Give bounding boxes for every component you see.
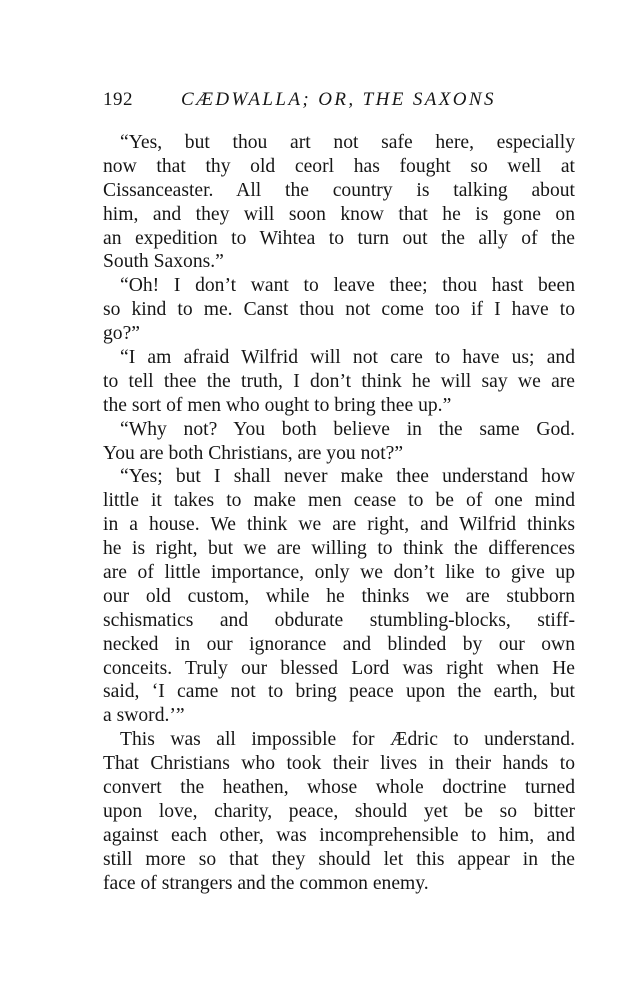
text-line: still more so that they should let this appear in the (103, 848, 575, 870)
text-line: now that thy old ceorl has fought so well at (103, 155, 575, 177)
text-line: “Oh! I don’t want to leave thee; thou hast been (120, 275, 575, 297)
text-line: This was all impossible for Ædric to understand. (120, 729, 575, 751)
text-line: schismatics and obdurate stumbling-blocks, stiff- (103, 609, 575, 631)
text-line: conceits. Truly our blessed Lord was right when He (103, 657, 575, 679)
text-line: against each other, was incomprehensible to him, and (103, 824, 575, 846)
text-line: necked in our ignorance and blinded by our own (103, 633, 575, 655)
text-line: convert the heathen, whose whole doctrine turned (103, 777, 575, 799)
text-line: the sort of men who ought to bring thee up.” (103, 394, 452, 416)
text-line: “Yes; but I shall never make thee understand how (120, 466, 575, 488)
text-line: said, ‘I came not to bring peace upon the earth, but (103, 681, 575, 703)
text-line: little it takes to make men cease to be of one mind (103, 490, 575, 512)
text-line: “Why not? You both believe in the same God. (120, 418, 575, 440)
text-line: are of little importance, only we don’t like to give up (103, 562, 575, 584)
text-line: You are both Christians, are you not?” (103, 442, 404, 464)
page-number: 192 (103, 89, 133, 110)
text-line: to tell thee the truth, I don’t think he will say we are (103, 370, 575, 392)
text-line: he is right, but we are willing to think the differences (103, 538, 575, 560)
text-line: him, and they will soon know that he is gone on (103, 203, 575, 225)
text-line: “Yes, but thou art not safe here, especially (120, 132, 575, 153)
running-head (103, 87, 575, 113)
text-line: “I am afraid Wilfrid will not care to have us; and (120, 347, 575, 369)
running-title: CÆDWALLA; OR, THE SAXONS (181, 89, 496, 110)
text-line: face of strangers and the common enemy. (103, 872, 429, 894)
text-line: South Saxons.” (103, 251, 224, 273)
body-text (103, 131, 575, 896)
text-line: upon love, charity, peace, should yet be so bitter (103, 800, 575, 822)
text-line: an expedition to Wihtea to turn out the ally of the (103, 227, 575, 249)
text-line: our old custom, while he thinks we are stubborn (103, 585, 575, 607)
text-line: That Christians who took their lives in their hands to (103, 753, 575, 775)
text-line: Cissanceaster. All the country is talking about (103, 179, 575, 201)
text-line: in a house. We think we are right, and Wilfrid thinks (103, 514, 575, 536)
text-line: a sword.’” (103, 705, 185, 727)
text-line: go?” (103, 323, 140, 345)
text-line: so kind to me. Canst thou not come too if I have to (103, 299, 575, 321)
